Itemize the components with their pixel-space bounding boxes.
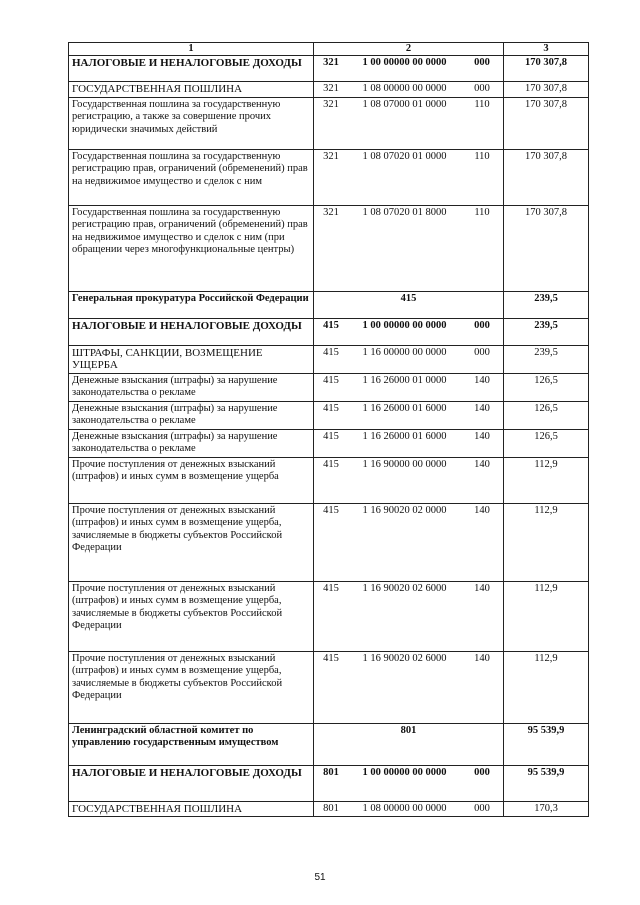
row-code [314, 765, 504, 801]
row-amount: 112,9 [504, 581, 589, 651]
row-code [314, 801, 504, 817]
table-row [69, 82, 589, 98]
row-code [314, 345, 504, 373]
revenue-kind-code: 140 [474, 430, 490, 442]
row-amount: 170 307,8 [504, 97, 589, 149]
row-amount: 112,9 [504, 457, 589, 503]
row-name: ГОСУДАРСТВЕННАЯ ПОШЛИНА [69, 801, 314, 817]
row-code [314, 82, 504, 98]
revenue-kind-code: 000 [474, 57, 490, 68]
budget-classification-code: 1 16 90020 02 6000 [362, 652, 447, 664]
administrator-code: 415 [323, 504, 339, 516]
table-body [69, 56, 589, 817]
administrator-code: 415 [323, 374, 339, 386]
table-row [69, 503, 589, 581]
administrator-code: 415 [400, 292, 417, 304]
row-name: Прочие поступления от денежных взысканий (штрафов) и иных сумм в возмещение ущерба, зачисляемые в бюджеты субъектов Российской Федерации [69, 503, 314, 581]
administrator-code: 801 [400, 724, 417, 736]
row-code [314, 651, 504, 723]
row-name: Денежные взыскания (штрафы) за нарушение законодательства о рекламе [69, 429, 314, 457]
row-amount: 239,5 [504, 345, 589, 373]
row-amount: 170 307,8 [504, 56, 589, 82]
table-row [69, 765, 589, 801]
row-amount: 126,5 [504, 429, 589, 457]
table-row [69, 56, 589, 82]
administrator-code: 415 [323, 458, 339, 470]
header-col-2: 2 [314, 43, 504, 56]
administrator-code: 415 [323, 346, 339, 358]
row-code [314, 429, 504, 457]
row-amount: 112,9 [504, 503, 589, 581]
revenue-table [68, 42, 589, 817]
row-name: НАЛОГОВЫЕ И НЕНАЛОГОВЫЕ ДОХОДЫ [69, 765, 314, 801]
revenue-kind-code: 000 [474, 83, 490, 94]
row-name: Денежные взыскания (штрафы) за нарушение законодательства о рекламе [69, 401, 314, 429]
budget-classification-code: 1 16 26000 01 0000 [362, 374, 447, 386]
budget-classification-code: 1 16 26000 01 6000 [362, 402, 447, 414]
row-amount: 170 307,8 [504, 205, 589, 291]
table-header-row [69, 43, 589, 56]
budget-classification-code: 1 00 00000 00 0000 [362, 57, 447, 68]
revenue-kind-code: 140 [474, 504, 490, 516]
row-code [314, 149, 504, 205]
administrator-code: 801 [323, 766, 339, 778]
table-row [69, 801, 589, 817]
table-row [69, 401, 589, 429]
revenue-kind-code: 140 [474, 652, 490, 664]
revenue-kind-code: 000 [474, 346, 490, 358]
budget-classification-code: 1 08 07000 01 0000 [362, 98, 447, 110]
row-code [314, 723, 504, 765]
row-code [314, 56, 504, 82]
administrator-code: 321 [323, 206, 339, 218]
budget-classification-code: 1 16 00000 00 0000 [362, 346, 447, 358]
row-amount: 239,5 [504, 318, 589, 345]
budget-classification-code: 1 08 07020 01 0000 [362, 150, 447, 162]
revenue-kind-code: 140 [474, 458, 490, 470]
administrator-code: 321 [323, 83, 339, 94]
table-row [69, 291, 589, 318]
row-name: Государственная пошлина за государственную регистрацию прав, ограничений (обременений) прав на недвижимое имущество и сделок с ним [69, 149, 314, 205]
row-amount: 170 307,8 [504, 82, 589, 98]
row-amount: 112,9 [504, 651, 589, 723]
page-number: 51 [314, 872, 326, 883]
row-amount: 95 539,9 [504, 765, 589, 801]
budget-classification-code: 1 16 26000 01 6000 [362, 430, 447, 442]
row-name: НАЛОГОВЫЕ И НЕНАЛОГОВЫЕ ДОХОДЫ [69, 56, 314, 82]
revenue-kind-code: 110 [474, 206, 490, 218]
row-code [314, 581, 504, 651]
administrator-code: 321 [323, 150, 339, 162]
row-code [314, 503, 504, 581]
row-name: Государственная пошлина за государственную регистрацию, а также за совершение прочих юридически значимых действий [69, 97, 314, 149]
table-row [69, 318, 589, 345]
administrator-code: 415 [323, 319, 339, 331]
administrator-code: 801 [323, 802, 339, 814]
table-row [69, 345, 589, 373]
table-row [69, 651, 589, 723]
row-amount: 126,5 [504, 373, 589, 401]
row-name: Денежные взыскания (штрафы) за нарушение законодательства о рекламе [69, 373, 314, 401]
revenue-kind-code: 000 [474, 802, 490, 814]
row-code [314, 291, 504, 318]
administrator-code: 415 [323, 652, 339, 664]
budget-classification-code: 1 08 00000 00 0000 [362, 83, 447, 94]
row-code [314, 373, 504, 401]
row-amount: 170,3 [504, 801, 589, 817]
table-row [69, 581, 589, 651]
budget-classification-code: 1 16 90020 02 0000 [362, 504, 447, 516]
revenue-kind-code: 140 [474, 374, 490, 386]
row-amount: 95 539,9 [504, 723, 589, 765]
budget-classification-code: 1 16 90020 02 6000 [362, 582, 447, 594]
row-name: ШТРАФЫ, САНКЦИИ, ВОЗМЕЩЕНИЕ УЩЕРБА [69, 345, 314, 373]
revenue-kind-code: 000 [474, 766, 490, 778]
row-amount: 126,5 [504, 401, 589, 429]
administrator-code: 415 [323, 430, 339, 442]
row-code [314, 457, 504, 503]
budget-classification-code: 1 16 90000 00 0000 [362, 458, 447, 470]
table-row [69, 723, 589, 765]
table-row [69, 97, 589, 149]
header-col-3: 3 [504, 43, 589, 56]
row-code [314, 318, 504, 345]
administrator-code: 321 [323, 98, 339, 110]
administrator-code: 415 [323, 402, 339, 414]
row-name: Ленинградский областной комитет по управлению государственным имуществом [69, 723, 314, 765]
revenue-kind-code: 000 [474, 319, 490, 331]
row-name: Государственная пошлина за государственную регистрацию прав, ограничений (обременений) прав на недвижимое имущество и сделок с ним (при обращении через многофункциональные центры) [69, 205, 314, 291]
revenue-kind-code: 140 [474, 582, 490, 594]
table-row [69, 373, 589, 401]
row-name: ГОСУДАРСТВЕННАЯ ПОШЛИНА [69, 82, 314, 98]
row-name: Генеральная прокуратура Российской Федерации [69, 291, 314, 318]
revenue-kind-code: 110 [474, 150, 490, 162]
budget-classification-code: 1 00 00000 00 0000 [362, 319, 447, 331]
row-name: Прочие поступления от денежных взысканий (штрафов) и иных сумм в возмещение ущерба, зачисляемые в бюджеты субъектов Российской Федерации [69, 651, 314, 723]
header-col-1: 1 [69, 43, 314, 56]
row-name: НАЛОГОВЫЕ И НЕНАЛОГОВЫЕ ДОХОДЫ [69, 318, 314, 345]
revenue-kind-code: 140 [474, 402, 490, 414]
administrator-code: 415 [323, 582, 339, 594]
table-row [69, 457, 589, 503]
administrator-code: 321 [323, 57, 339, 68]
table-row [69, 205, 589, 291]
row-amount: 239,5 [504, 291, 589, 318]
row-name: Прочие поступления от денежных взысканий (штрафов) и иных сумм в возмещение ущерба, зачисляемые в бюджеты субъектов Российской Федерации [69, 581, 314, 651]
row-amount: 170 307,8 [504, 149, 589, 205]
budget-classification-code: 1 08 00000 00 0000 [362, 802, 447, 814]
revenue-kind-code: 110 [474, 98, 490, 110]
budget-classification-code: 1 08 07020 01 8000 [362, 206, 447, 218]
budget-classification-code: 1 00 00000 00 0000 [362, 766, 447, 778]
row-code [314, 97, 504, 149]
table-row [69, 429, 589, 457]
row-name: Прочие поступления от денежных взысканий (штрафов) и иных сумм в возмещение ущерба [69, 457, 314, 503]
row-code [314, 205, 504, 291]
table-row [69, 149, 589, 205]
row-code [314, 401, 504, 429]
